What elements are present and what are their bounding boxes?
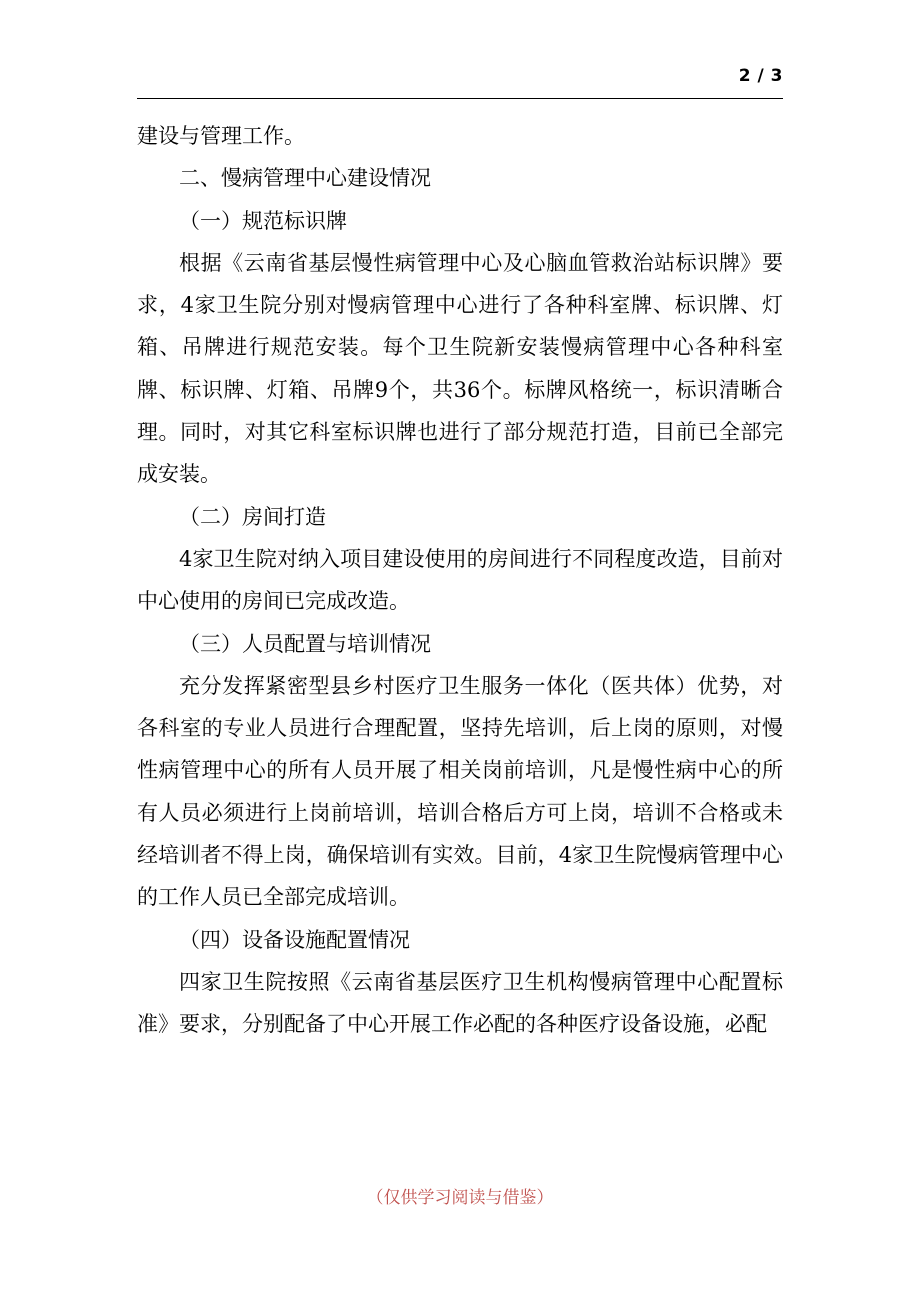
header-divider [137,98,783,99]
footer-note: （仅供学习阅读与借鉴） [366,1188,554,1208]
document-body [137,115,783,1046]
paragraph: 四家卫生院按照《云南省基层医疗卫生机构慢病管理中心配置标准》要求，分别配备了中心开展工作必配的各种医疗设备设施，必配 [137,969,783,1037]
paragraph: 4家卫生院对纳入项目建设使用的房间进行不同程度改造，目前对中心使用的房间已完成改造。 [137,546,783,614]
subsection-heading: （一）规范标识牌 [179,208,347,233]
page-number: 2 / 3 [738,66,783,86]
subsection-heading: （二）房间打造 [179,504,326,529]
paragraph: 根据《云南省基层慢性病管理中心及心脑血管救治站标识牌》要求，4家卫生院分别对慢病管理中心进行了各种科室牌、标识牌、灯箱、吊牌进行规范安装。每个卫生院新安装慢病管理中心各种科室牌、标识牌、灯箱、吊牌9个，共36个。标牌风格统一，标识清晰合理。同时，对其它科室标识牌也进行了部分规范打造，目前已全部完成安装。 [137,250,783,487]
section-heading: 二、慢病管理中心建设情况 [179,166,431,191]
paragraph: 充分发挥紧密型县乡村医疗卫生服务一体化（医共体）优势，对各科室的专业人员进行合理配置，坚持先培训，后上岗的原则，对慢性病管理中心的所有人员开展了相关岗前培训，凡是慢性病中心的所有人员必须进行上岗前培训，培训合格后方可上岗，培训不合格或未经培训者不得上岗，确保培训有实效。目前，4家卫生院慢病管理中心的工作人员已全部完成培训。 [137,673,783,910]
subsection-heading: （四）设备设施配置情况 [179,927,410,952]
paragraph: 建设与管理工作。 [137,124,305,148]
subsection-heading: （三）人员配置与培训情况 [179,631,431,656]
